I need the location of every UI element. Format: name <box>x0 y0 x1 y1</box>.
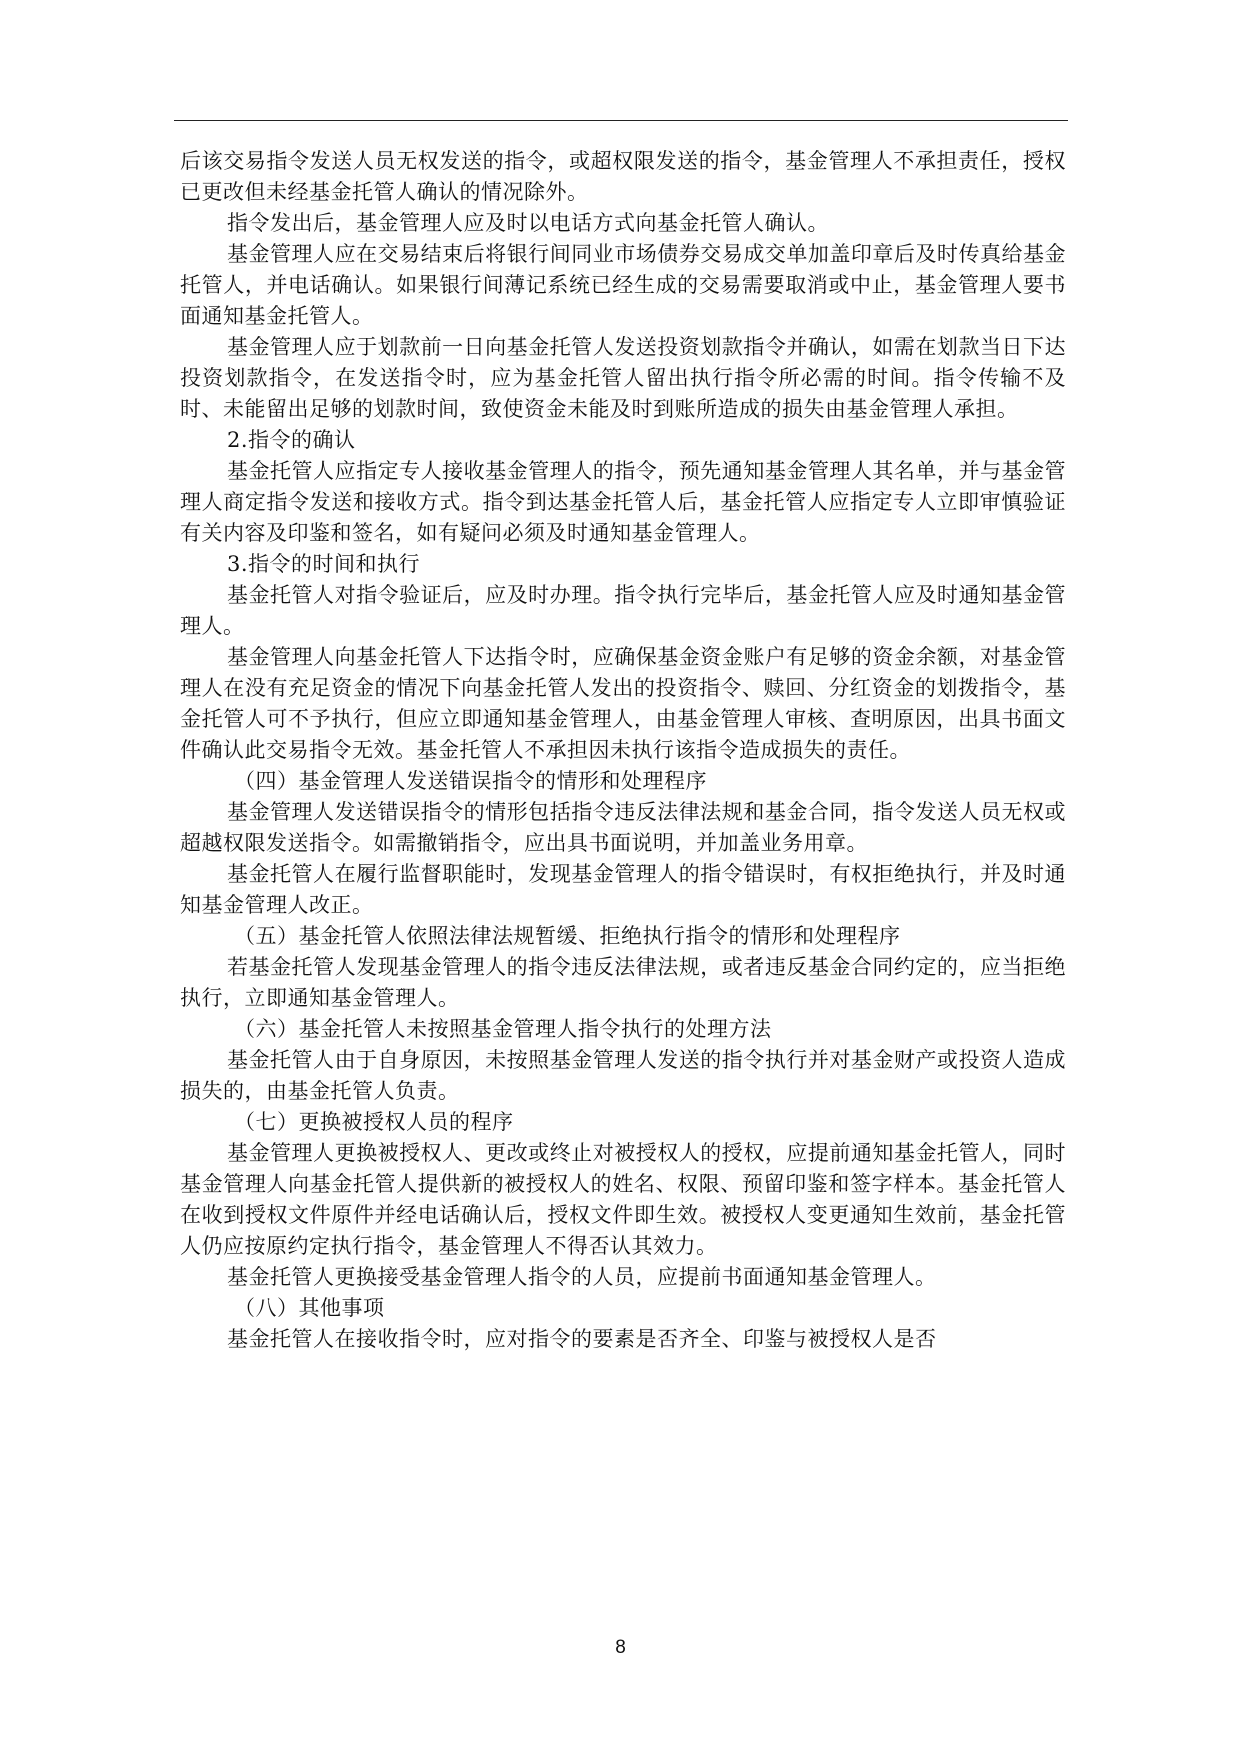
paragraph: 基金托管人更换接受基金管理人指令的人员，应提前书面通知基金管理人。 <box>227 1265 937 1289</box>
paragraph: 基金管理人应于划款前一日向基金托管人发送投资划款指令并确认，如需在划款当日下达投资划款指令，在发送指令时，应为基金托管人留出执行指令所必需的时间。指令传输不及时、未能留出足够的划款时间，致使资金未能及时到账所造成的损失由基金管理人承担。 <box>180 335 1066 421</box>
subsection-heading: 3.指令的时间和执行 <box>227 552 421 576</box>
paragraph: 基金托管人在接收指令时，应对指令的要素是否齐全、印鉴与被授权人是否 <box>227 1327 937 1351</box>
section-heading: （五）基金托管人依照法律法规暂缓、拒绝执行指令的情形和处理程序 <box>234 924 901 948</box>
header-rule <box>174 120 1068 121</box>
paragraph: 基金管理人向基金托管人下达指令时，应确保基金资金账户有足够的资金余额，对基金管理人在没有充足资金的情况下向基金托管人发出的投资指令、赎回、分红资金的划拨指令，基金托管人可不予执行，但应立即通知基金管理人，由基金管理人审核、查明原因，出具书面文件确认此交易指令无效。基金托管人不承担因未执行该指令造成损失的责任。 <box>180 645 1066 762</box>
paragraph: 基金托管人对指令验证后，应及时办理。指令执行完毕后，基金托管人应及时通知基金管理人。 <box>180 583 1066 638</box>
paragraph: 基金管理人应在交易结束后将银行间同业市场债券交易成交单加盖印章后及时传真给基金托管人，并电话确认。如果银行间薄记系统已经生成的交易需要取消或中止，基金管理人要书面通知基金托管人。 <box>180 242 1066 328</box>
paragraph: 后该交易指令发送人员无权发送的指令，或超权限发送的指令，基金管理人不承担责任，授权已更改但未经基金托管人确认的情况除外。 <box>180 149 1066 204</box>
paragraph: 基金管理人更换被授权人、更改或终止对被授权人的授权，应提前通知基金托管人，同时基金管理人向基金托管人提供新的被授权人的姓名、权限、预留印鉴和签字样本。基金托管人在收到授权文件原件并经电话确认后，授权文件即生效。被授权人变更通知生效前，基金托管人仍应按原约定执行指令，基金管理人不得否认其效力。 <box>180 1141 1066 1258</box>
page-number: 8 <box>615 1637 626 1658</box>
document-body <box>180 146 1066 1355</box>
section-heading: （六）基金托管人未按照基金管理人指令执行的处理方法 <box>234 1017 772 1041</box>
paragraph: 指令发出后，基金管理人应及时以电话方式向基金托管人确认。 <box>227 211 829 235</box>
paragraph: 基金管理人发送错误指令的情形包括指令违反法律法规和基金合同，指令发送人员无权或超越权限发送指令。如需撤销指令，应出具书面说明，并加盖业务用章。 <box>180 800 1066 855</box>
paragraph: 基金托管人由于自身原因，未按照基金管理人发送的指令执行并对基金财产或投资人造成损失的，由基金托管人负责。 <box>180 1048 1066 1103</box>
paragraph: 若基金托管人发现基金管理人的指令违反法律法规，或者违反基金合同约定的，应当拒绝执行，立即通知基金管理人。 <box>180 955 1066 1010</box>
paragraph: 基金托管人在履行监督职能时，发现基金管理人的指令错误时，有权拒绝执行，并及时通知基金管理人改正。 <box>180 862 1066 917</box>
section-heading: （四）基金管理人发送错误指令的情形和处理程序 <box>234 769 707 793</box>
section-heading: （八）其他事项 <box>234 1296 385 1320</box>
paragraph: 基金托管人应指定专人接收基金管理人的指令，预先通知基金管理人其名单，并与基金管理人商定指令发送和接收方式。指令到达基金托管人后，基金托管人应指定专人立即审慎验证有关内容及印鉴和签名，如有疑问必须及时通知基金管理人。 <box>180 459 1066 545</box>
section-heading: （七）更换被授权人员的程序 <box>234 1110 514 1134</box>
subsection-heading: 2.指令的确认 <box>227 428 356 452</box>
